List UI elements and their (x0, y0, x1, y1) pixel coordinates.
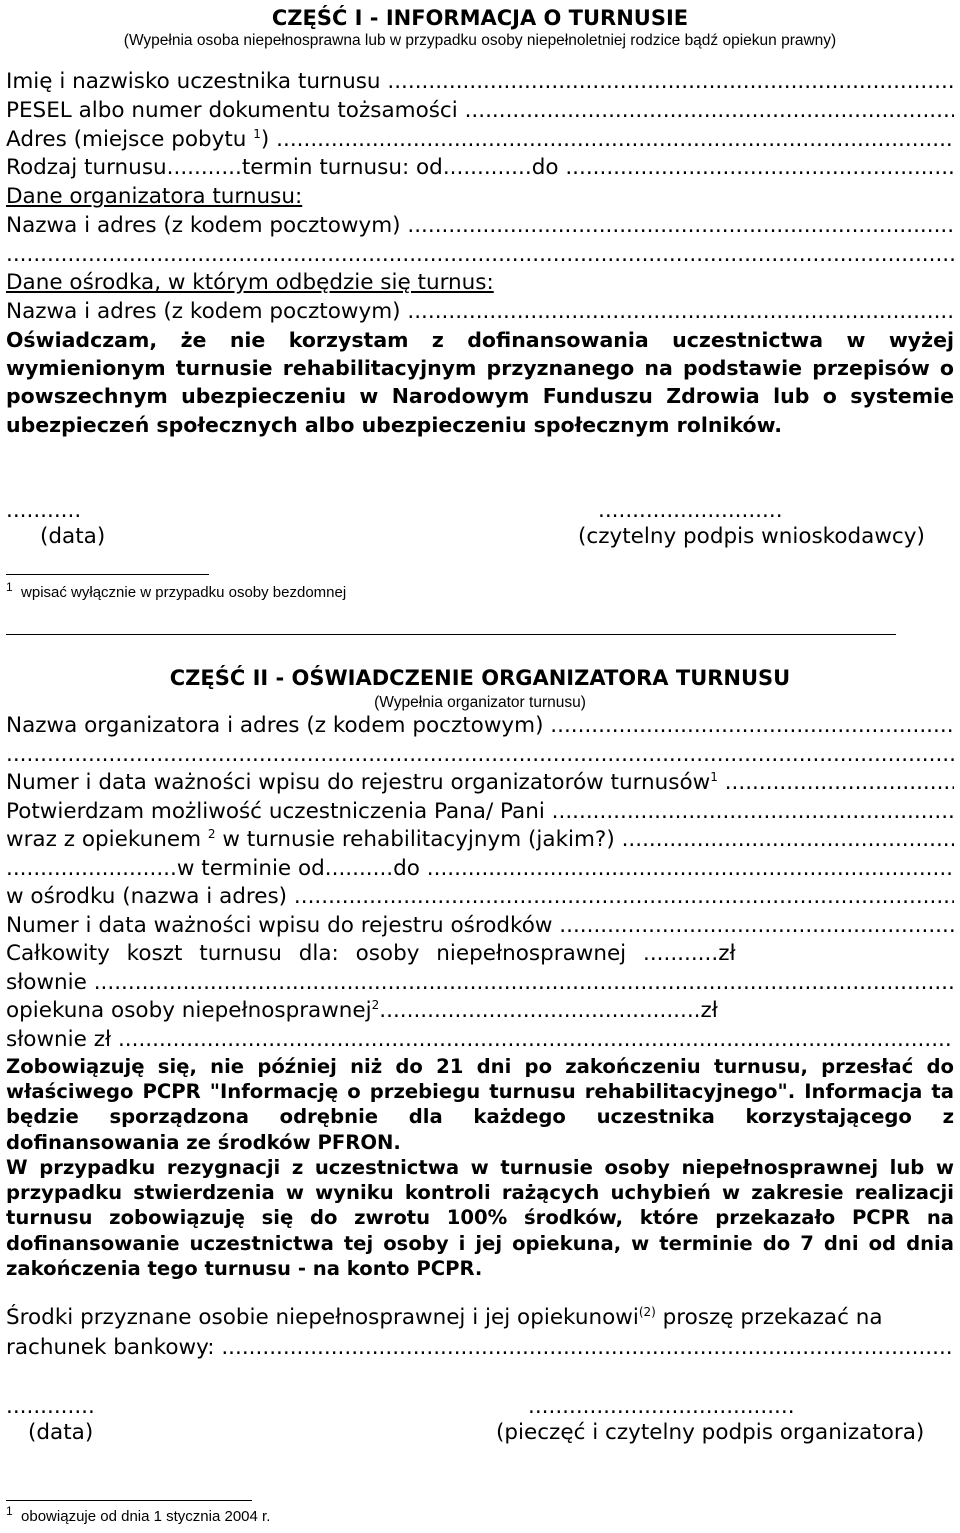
participant-declaration: Oświadczam, że nie korzystam z dofinansowania uczestnictwa w wyżej wymienionym turnusie rehabilitacyjnym przyznanego na podstawie przepisów o powszechnym ubezpieczeniu w Narodowym Funduszu Zdrowia lub o systemie ubezpieczeń społecznych albo ubezpieczeniu społecznym rolników. (6, 328, 954, 437)
field-guardian[interactable]: wraz z opiekunem $^2$ w turnusie rehabilitacyjnym (jakim?) ..... (6, 826, 954, 854)
field-center-address[interactable]: Nazwa i adres (z kodem pocztowym) ..... (6, 298, 954, 326)
field-organizer-name-cont[interactable] (6, 741, 954, 769)
field-term[interactable]: .........................w terminie od..........do ..... (6, 855, 954, 883)
field-total-cost[interactable]: Całkowity koszt turnusu dla: osoby niepełnosprawnej ...........zł (6, 941, 736, 966)
organizer-date-dots[interactable]: ............. (6, 1394, 95, 1419)
part2-subtitle: (Wypełnia organizator turnusu) (374, 694, 586, 711)
footnote-1: $^1$ wpisać wyłącznie w przypadku osoby bezdomnej (6, 580, 347, 601)
field-turnus-type[interactable]: Rodzaj turnusu...........termin turnusu: od.............do ..... (6, 154, 954, 182)
field-bank-account[interactable]: rachunek bankowy: ..... (6, 1334, 954, 1362)
field-center[interactable]: w ośrodku (nazwa i adres) ..... (6, 883, 954, 911)
organizer-obligation: Zobowiązuję się, nie później niż do 21 dni po zakończeniu turnusu, przesłać do właściwego PCPR "Informację o przebiegu turnusu rehabilitacyjnego". Informacja ta będzie sporządzona odrębnie dla każdego uczestnika korzystającego z dofinansowania ze środków PFRON. (6, 1055, 954, 1154)
field-address[interactable]: Adres (miejsce pobytu $^1$) ..... (6, 126, 954, 154)
organizer-heading: Dane organizatora turnusu: (6, 184, 303, 209)
field-organizer-address-cont[interactable] (6, 241, 954, 269)
section-divider (6, 634, 896, 635)
bank-transfer-text: Środki przyznane osobie niepełnosprawnej i jej opiekunowi$^{(2)}$ proszę przekazać na (6, 1304, 883, 1330)
organizer-signature-label: (pieczęć i czytelny podpis organizatora) (496, 1420, 925, 1445)
field-organizer-registry[interactable]: Numer i data ważności wpisu do rejestru organizatorów turnusów$^1$ ..... (6, 769, 954, 797)
footnote-separator-2 (6, 1500, 252, 1501)
field-pesel[interactable]: PESEL albo numer dokumentu tożsamości ..... (6, 97, 954, 125)
field-cost-in-words[interactable]: słownie ..... (6, 969, 954, 997)
applicant-signature-dots[interactable]: ........................... (598, 498, 783, 523)
field-center-registry[interactable]: Numer i data ważności wpisu do rejestru ośrodków ..... (6, 912, 954, 940)
field-participant-name[interactable]: Imię i nazwisko uczestnika turnusu ..... (6, 68, 954, 96)
footnote-2: $^1$ obowiązuje od dnia 1 stycznia 2004 r. (6, 1504, 271, 1525)
part2-title: CZĘŚĆ II - OŚWIADCZENIE ORGANIZATORA TURNUSU (169, 666, 791, 690)
footnote-separator (6, 574, 209, 575)
field-organizer-name[interactable]: Nazwa organizatora i adres (z kodem pocztowym) ..... (6, 712, 954, 740)
part1-subtitle: (Wypełnia osoba niepełnosprawna lub w przypadku osoby niepełnoletniej rodzice bądź opiekun prawny) (123, 32, 837, 49)
field-guardian-cost[interactable]: opiekuna osoby niepełnosprawnej$^2$...............................................zł (6, 997, 718, 1023)
center-heading: Dane ośrodka, w którym odbędzie się turnus: (6, 270, 494, 295)
organizer-date-label: (data) (28, 1420, 94, 1445)
field-organizer-address[interactable]: Nazwa i adres (z kodem pocztowym) ..... (6, 212, 954, 240)
part1-title: CZĘŚĆ I - INFORMACJA O TURNUSIE (271, 6, 689, 30)
date-dots[interactable]: ........... (6, 498, 82, 523)
organizer-signature-dots[interactable]: ....................................... (528, 1394, 795, 1419)
field-guardian-cost-in-words[interactable]: słownie zł ..... (6, 1026, 954, 1054)
date-label: (data) (40, 524, 106, 549)
field-participant-confirm[interactable]: Potwierdzam możliwość uczestniczenia Pana/ Pani ..... (6, 798, 954, 826)
refund-obligation: W przypadku rezygnacji z uczestnictwa w turnusie osoby niepełnosprawnej lub w przypadku stwierdzenia w wyniku kontroli rażących uchybień w zakresie realizacji turnusu zobowiązuję się do zwrotu 100% środków, które przekazało PCPR na dofinansowanie uczestnictwa tej osoby i jej opiekuna, w terminie do 7 dni od dnia zakończenia tego turnusu - na konto PCPR. (6, 1156, 954, 1280)
applicant-signature-label: (czytelny podpis wnioskodawcy) (578, 524, 925, 549)
footnote-ref: 1 (253, 126, 261, 141)
